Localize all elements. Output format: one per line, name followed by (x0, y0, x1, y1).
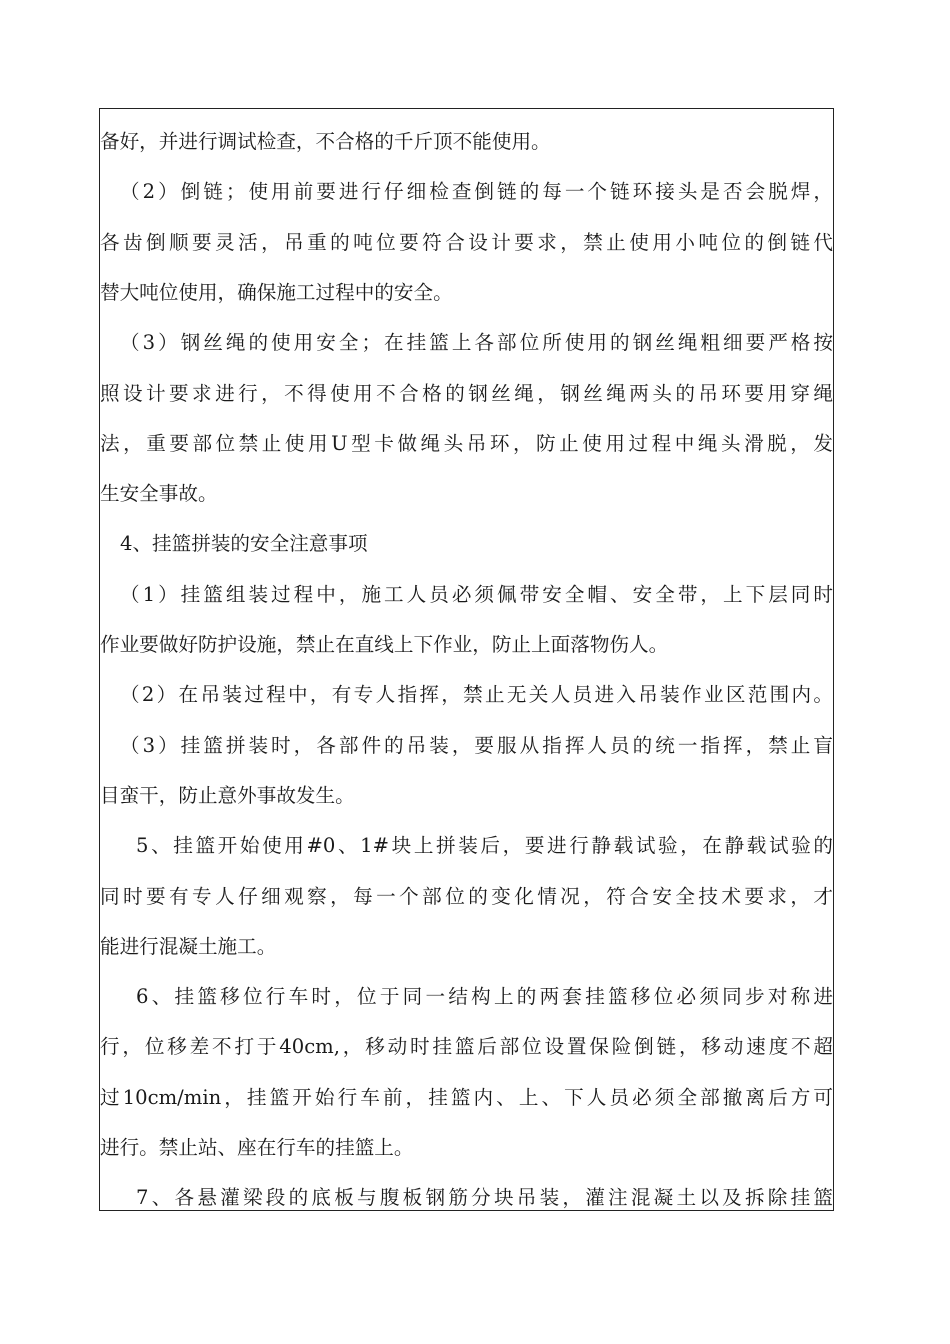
text-line: 过10cm/min，挂篮开始行车前，挂篮内、上、下人员必须全部撤离后方可 (100, 1085, 833, 1109)
text-line: 进行。禁止站、座在行车的挂篮上。 (100, 1136, 414, 1159)
text-line: 6、挂篮移位行车时，位于同一结构上的两套挂篮移位必须同步对称进 (136, 985, 833, 1009)
text-line: 各齿倒顺要灵活，吊重的吨位要符合设计要求，禁止使用小吨位的倒链代 (100, 230, 833, 254)
text-line: （2）倒链；使用前要进行仔细检查倒链的每一个链环接头是否会脱焊， (120, 180, 833, 204)
text-line: 生安全事故。 (100, 482, 218, 506)
text-line: 法，重要部位禁止使用U型卡做绳头吊环，防止使用过程中绳头滑脱，发 (100, 431, 833, 455)
text-line: 备好，并进行调试检查，不合格的千斤顶不能使用。 (100, 130, 551, 153)
text-line: （3）挂篮拼装时，各部件的吊装，要服从指挥人员的统一指挥，禁止盲 (120, 733, 833, 757)
text-line: （3）钢丝绳的使用安全；在挂篮上各部位所使用的钢丝绳粗细要严格按 (120, 331, 833, 355)
text-line: （1）挂篮组装过程中，施工人员必须佩带安全帽、安全带，上下层同时 (120, 582, 833, 606)
text-line: 替大吨位使用，确保施工过程中的安全。 (100, 280, 453, 304)
text-line: 作业要做好防护设施，禁止在直线上下作业，防止上面落物伤人。 (100, 633, 669, 656)
text-line: 同时要有专人仔细观察，每一个部位的变化情况，符合安全技术要求，才 (100, 884, 833, 908)
text-line: 照设计要求进行，不得使用不合格的钢丝绳，钢丝绳两头的吊环要用穿绳 (100, 381, 833, 405)
text-line: 4、挂篮拼装的安全注意事项 (120, 532, 368, 556)
text-line: 行，位移差不打于40cm,，移动时挂篮后部位设置保险倒链，移动速度不超 (100, 1035, 833, 1059)
text-line: 能进行混凝土施工。 (100, 934, 277, 958)
text-line: 5、挂篮开始使用#0、1#块上拼装后，要进行静载试验，在静载试验的 (136, 834, 833, 858)
text-line: 目蛮干，防止意外事故发生。 (100, 783, 355, 807)
document-frame (99, 108, 834, 1211)
text-line: （2）在吊装过程中，有专人指挥，禁止无关人员进入吊装作业区范围内。 (120, 683, 833, 707)
text-line: 7、各悬灌梁段的底板与腹板钢筋分块吊装，灌注混凝土以及拆除挂篮 (136, 1186, 833, 1210)
